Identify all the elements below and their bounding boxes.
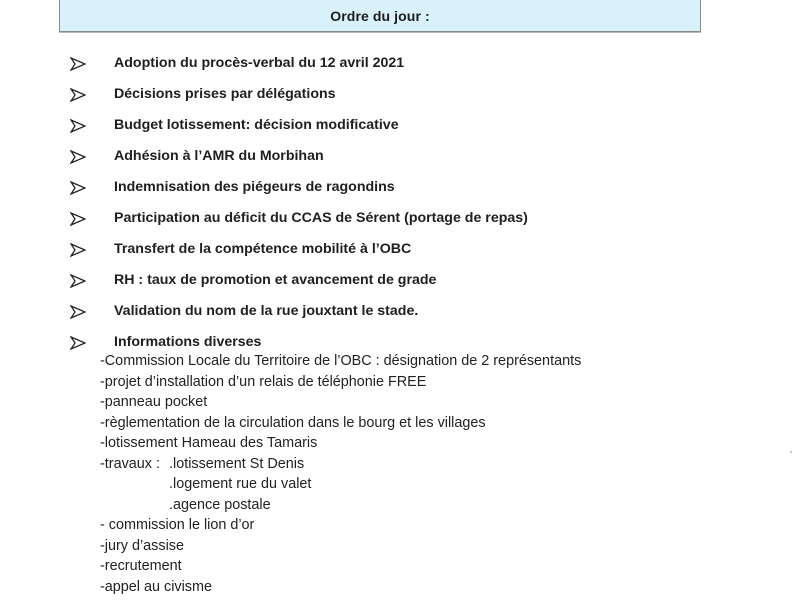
info-line: -appel au civisme	[100, 579, 212, 595]
arrow-bullet-icon	[70, 274, 86, 288]
arrow-bullet-icon	[70, 243, 86, 257]
travaux-item: .agence postale	[169, 497, 271, 513]
travaux-item: .logement rue du valet	[169, 476, 312, 492]
agenda-item-label: Décisions prises par délégations	[114, 86, 336, 102]
arrow-bullet-icon	[70, 305, 86, 319]
agenda-item	[0, 305, 780, 325]
info-line: -Commission Locale du Territoire de l’OBC : désignation de 2 représentants	[100, 353, 582, 369]
scan-speck	[790, 451, 792, 453]
agenda-item	[0, 181, 780, 201]
agenda-title: Ordre du jour :	[330, 7, 430, 24]
info-line: -lotissement Hameau des Tamaris	[100, 435, 318, 451]
agenda-item-label: Transfert de la compétence mobilité à l’OBC	[114, 241, 412, 257]
info-line: - commission le lion d’or	[100, 517, 255, 533]
agenda-item-label: Validation du nom de la rue jouxtant le stade.	[114, 303, 419, 319]
agenda-item-label: Adoption du procès-verbal du 12 avril 2021	[114, 55, 405, 71]
arrow-bullet-icon	[70, 119, 86, 133]
agenda-item-label: Indemnisation des piégeurs de ragondins	[114, 179, 395, 195]
arrow-bullet-icon	[70, 336, 86, 350]
agenda-item-label: Adhésion à l’AMR du Morbihan	[114, 148, 324, 164]
info-line: -projet d’installation d’un relais de téléphonie FREE	[100, 374, 427, 390]
agenda-item-label: Participation au déficit du CCAS de Sérent (portage de repas)	[114, 210, 528, 226]
agenda-header-box	[59, 0, 701, 32]
agenda-item	[0, 212, 780, 232]
agenda-item	[0, 150, 780, 170]
arrow-bullet-icon	[70, 57, 86, 71]
arrow-bullet-icon	[70, 88, 86, 102]
info-line: -recrutement	[100, 558, 182, 574]
travaux-label: -travaux :	[100, 456, 160, 472]
info-line: -jury d’assise	[100, 538, 184, 554]
agenda-item	[0, 88, 780, 108]
info-line: -règlementation de la circulation dans le bourg et les villages	[100, 415, 486, 431]
travaux-item: .lotissement St Denis	[169, 456, 305, 472]
agenda-item	[0, 57, 780, 77]
agenda-item	[0, 243, 780, 263]
agenda-item	[0, 274, 780, 294]
agenda-item	[0, 119, 780, 139]
arrow-bullet-icon	[70, 150, 86, 164]
info-line: -panneau pocket	[100, 394, 208, 410]
agenda-item-label: Informations diverses	[114, 334, 262, 350]
agenda-item-label: Budget lotissement: décision modificative	[114, 117, 399, 133]
arrow-bullet-icon	[70, 181, 86, 195]
arrow-bullet-icon	[70, 212, 86, 226]
agenda-item-label: RH : taux de promotion et avancement de grade	[114, 272, 437, 288]
